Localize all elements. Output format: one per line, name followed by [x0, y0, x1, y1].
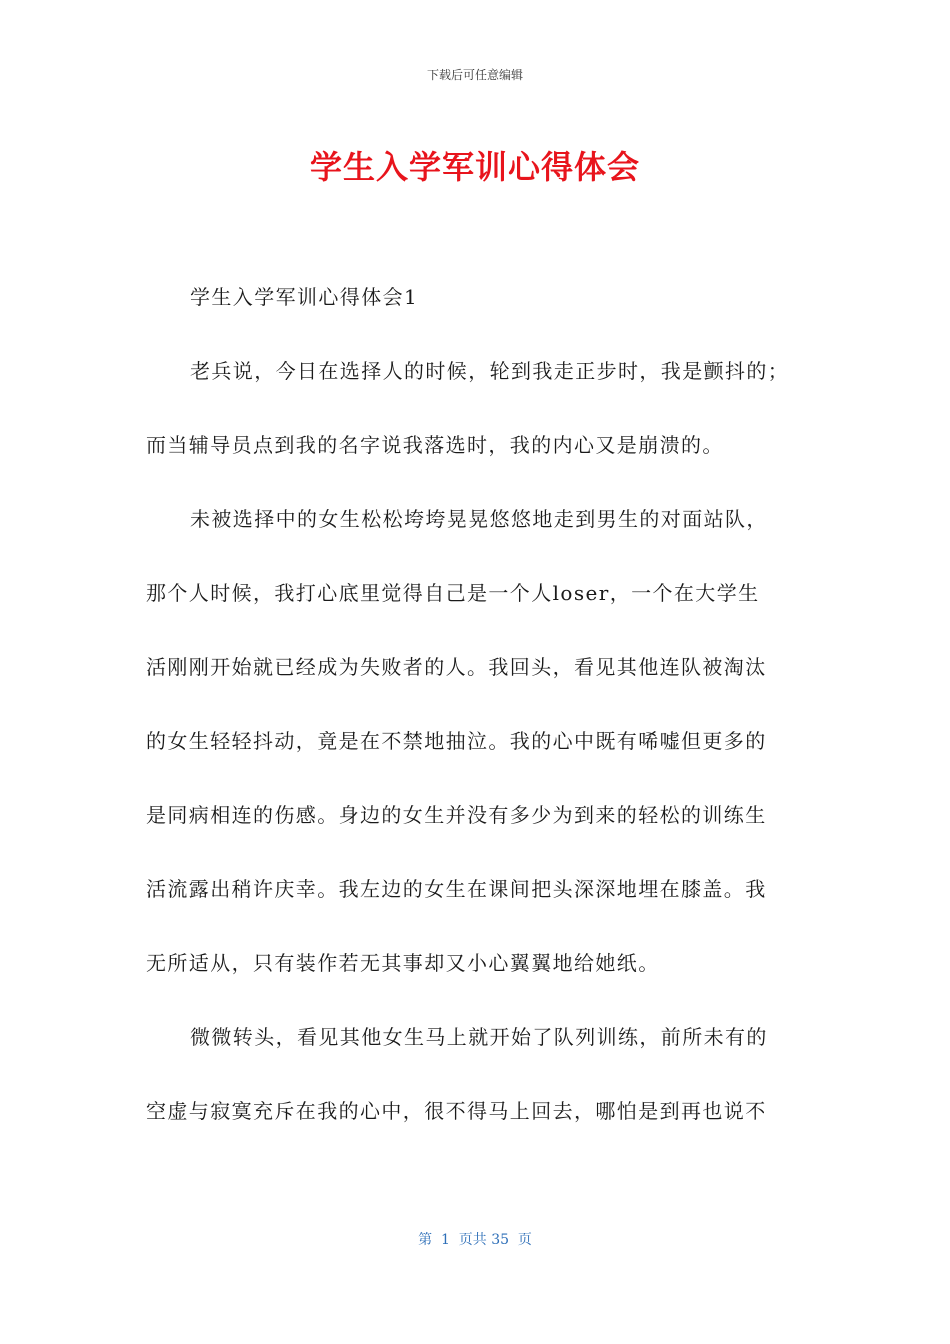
- paragraph-line: 活流露出稍许庆幸。我左边的女生在课间把头深深地埋在膝盖。我: [146, 877, 767, 901]
- paragraph-line: 空虚与寂寞充斥在我的心中，很不得马上回去，哪怕是到再也说不: [146, 1099, 767, 1123]
- section-heading: 学生入学军训心得体会1: [190, 285, 419, 309]
- page-number-footer: 第 1 页共 35 页: [418, 1232, 532, 1248]
- paragraph-line: 那个人时候，我打心底里觉得自己是一个人loser，一个在大学生: [146, 581, 760, 605]
- paragraph-line: 是同病相连的伤感。身边的女生并没有多少为到来的轻松的训练生: [146, 803, 767, 827]
- document-title: 学生入学军训心得体会: [309, 148, 640, 186]
- paragraph-line: 无所适从，只有装作若无其事却又小心翼翼地给她纸。: [146, 951, 660, 975]
- paragraph-line: 的女生轻轻抖动，竟是在不禁地抽泣。我的心中既有唏嘘但更多的: [146, 729, 767, 753]
- paragraph-line: 老兵说，今日在选择人的时候，轮到我走正步时，我是颤抖的；: [190, 359, 790, 383]
- paragraph-line: 未被选择中的女生松松垮垮晃晃悠悠地走到男生的对面站队，: [190, 507, 768, 531]
- paragraph-line: 活刚刚开始就已经成为失败者的人。我回头，看见其他连队被淘汰: [146, 655, 767, 679]
- page-header-note: 下载后可任意编辑: [426, 68, 523, 82]
- document-body: [146, 280, 806, 1168]
- paragraph-line: 微微转头，看见其他女生马上就开始了队列训练，前所未有的: [190, 1025, 768, 1049]
- paragraph-line: 而当辅导员点到我的名字说我落选时，我的内心又是崩溃的。: [146, 433, 724, 457]
